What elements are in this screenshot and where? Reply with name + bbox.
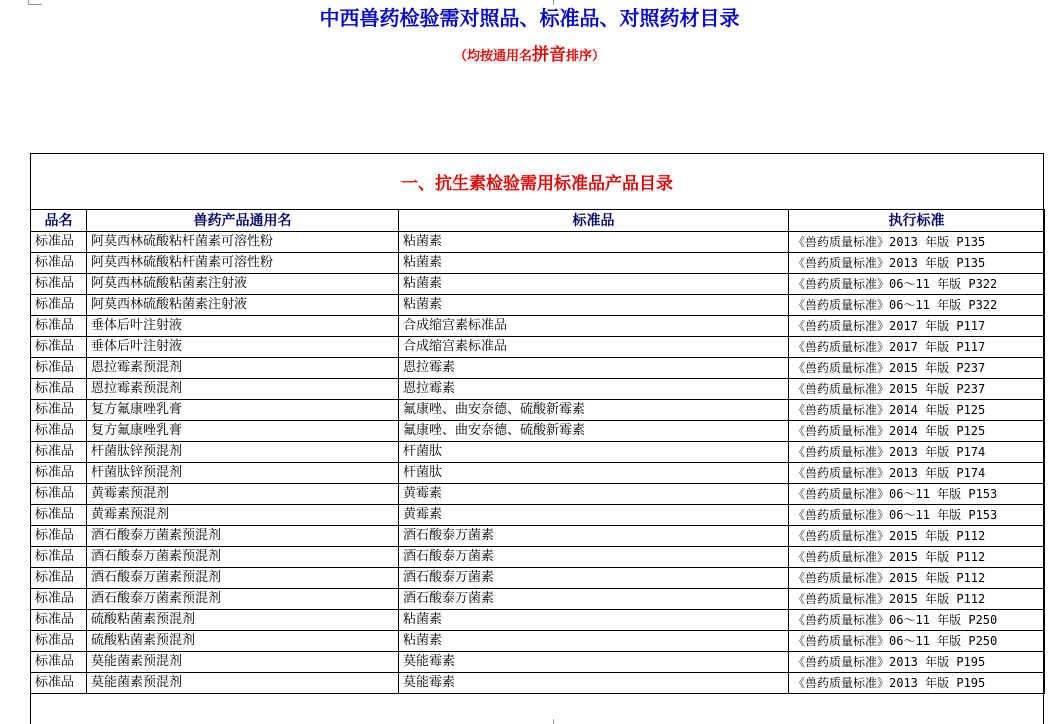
cell-type: 标准品 [31, 379, 87, 400]
cell-spec: 《兽药质量标准》2015 年版 P112 [789, 526, 1045, 547]
cell-type: 标准品 [31, 484, 87, 505]
table-row [31, 568, 1045, 589]
header-product: 兽药产品通用名 [87, 210, 399, 232]
cell-type: 标准品 [31, 337, 87, 358]
cell-product: 黄霉素预混剂 [87, 505, 399, 526]
cell-product: 杆菌肽锌预混剂 [87, 463, 399, 484]
table-row [31, 337, 1045, 358]
table-row [31, 400, 1045, 421]
header-standard: 标准品 [399, 210, 789, 232]
cell-standard: 氟康唑、曲安奈德、硫酸新霉素 [399, 400, 789, 421]
cell-type: 标准品 [31, 295, 87, 316]
cell-standard: 粘菌素 [399, 232, 789, 253]
cell-product: 硫酸粘菌素预混剂 [87, 610, 399, 631]
table-row [31, 358, 1045, 379]
cell-product: 复方氟康唑乳膏 [87, 400, 399, 421]
cell-product: 酒石酸泰万菌素预混剂 [87, 526, 399, 547]
subtitle-prefix: （均按通用名 [453, 49, 532, 64]
header-spec: 执行标准 [789, 210, 1045, 232]
document-title: 中西兽药检验需对照品、标准品、对照药材目录 [319, 6, 740, 30]
cell-standard: 粘菌素 [399, 253, 789, 274]
table-row [31, 631, 1045, 652]
cell-spec: 《兽药质量标准》2015 年版 P112 [789, 589, 1045, 610]
cell-type: 标准品 [31, 589, 87, 610]
table-body [31, 232, 1045, 694]
cell-standard: 莫能霉素 [399, 673, 789, 694]
cell-product: 酒石酸泰万菌素预混剂 [87, 547, 399, 568]
table-row [31, 421, 1045, 442]
cell-standard: 酒石酸泰万菌素 [399, 547, 789, 568]
cell-spec: 《兽药质量标准》06～11 年版 P250 [789, 610, 1045, 631]
cell-standard: 莫能霉素 [399, 652, 789, 673]
cell-spec: 《兽药质量标准》2015 年版 P112 [789, 568, 1045, 589]
cell-spec: 《兽药质量标准》06～11 年版 P153 [789, 484, 1045, 505]
cell-type: 标准品 [31, 526, 87, 547]
cell-standard: 氟康唑、曲安奈德、硫酸新霉素 [399, 421, 789, 442]
table-row [31, 484, 1045, 505]
cell-type: 标准品 [31, 442, 87, 463]
cell-standard: 恩拉霉素 [399, 358, 789, 379]
cell-spec: 《兽药质量标准》2014 年版 P125 [789, 400, 1045, 421]
cell-type: 标准品 [31, 400, 87, 421]
cell-type: 标准品 [31, 463, 87, 484]
cell-spec: 《兽药质量标准》2015 年版 P112 [789, 547, 1045, 568]
cell-type: 标准品 [31, 232, 87, 253]
cell-product: 垂体后叶注射液 [87, 316, 399, 337]
catalog-table-frame [30, 153, 1044, 724]
cell-standard: 合成缩宫素标准品 [399, 337, 789, 358]
cell-product: 复方氟康唑乳膏 [87, 421, 399, 442]
cell-spec: 《兽药质量标准》2013 年版 P174 [789, 442, 1045, 463]
cell-product: 恩拉霉素预混剂 [87, 379, 399, 400]
cell-spec: 《兽药质量标准》2013 年版 P135 [789, 232, 1045, 253]
cell-product: 恩拉霉素预混剂 [87, 358, 399, 379]
table-row [31, 652, 1045, 673]
cell-spec: 《兽药质量标准》2017 年版 P117 [789, 316, 1045, 337]
cell-standard: 黄霉素 [399, 484, 789, 505]
cell-standard: 粘菌素 [399, 610, 789, 631]
cell-standard: 合成缩宫素标准品 [399, 316, 789, 337]
table-row [31, 379, 1045, 400]
cell-product: 阿莫西林硫酸粘菌素注射液 [87, 295, 399, 316]
cell-product: 杆菌肽锌预混剂 [87, 442, 399, 463]
cell-spec: 《兽药质量标准》06～11 年版 P250 [789, 631, 1045, 652]
cell-spec: 《兽药质量标准》2013 年版 P195 [789, 673, 1045, 694]
cell-product: 阿莫西林硫酸粘菌素注射液 [87, 274, 399, 295]
cell-standard: 黄霉素 [399, 505, 789, 526]
cell-standard: 粘菌素 [399, 274, 789, 295]
section-title: 一、抗生素检验需用标准品产品目录 [401, 174, 673, 194]
table-row [31, 232, 1045, 253]
table-row [31, 505, 1045, 526]
cell-type: 标准品 [31, 505, 87, 526]
cell-standard: 恩拉霉素 [399, 379, 789, 400]
cell-type: 标准品 [31, 421, 87, 442]
cell-standard: 杆菌肽 [399, 442, 789, 463]
cell-spec: 《兽药质量标准》06～11 年版 P322 [789, 274, 1045, 295]
header-type: 品名 [31, 210, 87, 232]
cell-type: 标准品 [31, 652, 87, 673]
table-row [31, 442, 1045, 463]
table-row [31, 274, 1045, 295]
cell-spec: 《兽药质量标准》06～11 年版 P322 [789, 295, 1045, 316]
cell-type: 标准品 [31, 253, 87, 274]
cell-type: 标准品 [31, 358, 87, 379]
table-row [31, 463, 1045, 484]
catalog-table [30, 209, 1045, 694]
cell-type: 标准品 [31, 274, 87, 295]
table-row [31, 610, 1045, 631]
cell-type: 标准品 [31, 316, 87, 337]
cell-standard: 粘菌素 [399, 631, 789, 652]
cell-product: 硫酸粘菌素预混剂 [87, 631, 399, 652]
table-row [31, 673, 1045, 694]
subtitle-suffix: 排序） [566, 49, 606, 64]
cell-type: 标准品 [31, 568, 87, 589]
cell-product: 黄霉素预混剂 [87, 484, 399, 505]
cell-standard: 酒石酸泰万菌素 [399, 568, 789, 589]
cell-type: 标准品 [31, 631, 87, 652]
subtitle-emphasis: 拼音 [532, 45, 566, 65]
cell-product: 垂体后叶注射液 [87, 337, 399, 358]
cell-spec: 《兽药质量标准》2015 年版 P237 [789, 358, 1045, 379]
cell-spec: 《兽药质量标准》2013 年版 P135 [789, 253, 1045, 274]
table-row [31, 316, 1045, 337]
cell-product: 阿莫西林硫酸粘杆菌素可溶性粉 [87, 253, 399, 274]
document-subtitle [0, 44, 1059, 68]
cell-standard: 杆菌肽 [399, 463, 789, 484]
cell-spec: 《兽药质量标准》2015 年版 P237 [789, 379, 1045, 400]
cell-standard: 酒石酸泰万菌素 [399, 526, 789, 547]
table-row [31, 295, 1045, 316]
cell-spec: 《兽药质量标准》2013 年版 P174 [789, 463, 1045, 484]
cell-product: 酒石酸泰万菌素预混剂 [87, 589, 399, 610]
table-row [31, 589, 1045, 610]
cell-spec: 《兽药质量标准》2013 年版 P195 [789, 652, 1045, 673]
cell-type: 标准品 [31, 610, 87, 631]
cell-product: 阿莫西林硫酸粘杆菌素可溶性粉 [87, 232, 399, 253]
cell-product: 莫能菌素预混剂 [87, 652, 399, 673]
cell-spec: 《兽药质量标准》2014 年版 P125 [789, 421, 1045, 442]
cell-spec: 《兽药质量标准》06～11 年版 P153 [789, 505, 1045, 526]
table-header-row [31, 210, 1045, 232]
cell-spec: 《兽药质量标准》2017 年版 P117 [789, 337, 1045, 358]
table-row [31, 547, 1045, 568]
cell-type: 标准品 [31, 547, 87, 568]
cell-standard: 酒石酸泰万菌素 [399, 589, 789, 610]
table-row [31, 253, 1045, 274]
cell-standard: 粘菌素 [399, 295, 789, 316]
table-row [31, 526, 1045, 547]
cell-product: 莫能菌素预混剂 [87, 673, 399, 694]
cell-product: 酒石酸泰万菌素预混剂 [87, 568, 399, 589]
cell-type: 标准品 [31, 673, 87, 694]
